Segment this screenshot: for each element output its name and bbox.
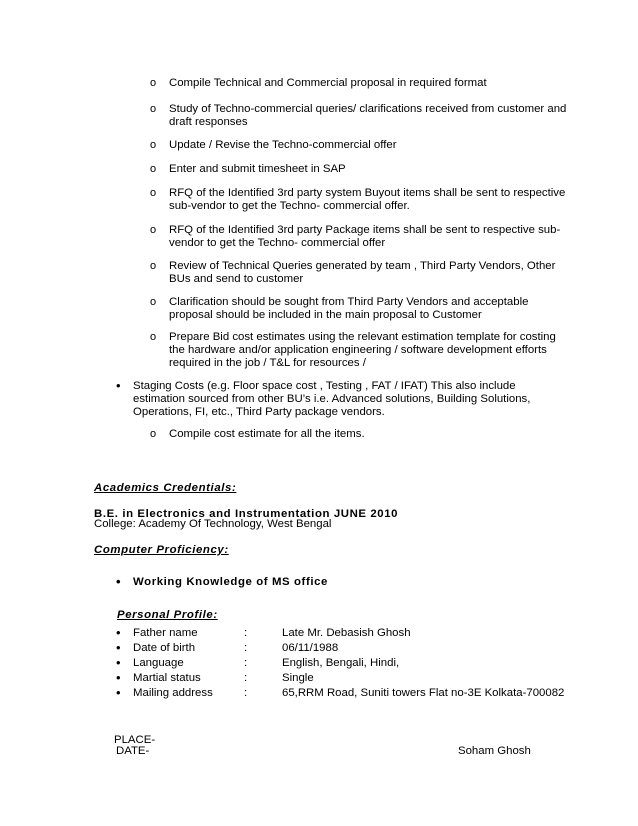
duty-text: Clarification should be sought from Third Party Vendors and acceptable proposal should be included in the main proposal to Customer: [169, 296, 529, 322]
circle-bullet-icon: o: [150, 163, 157, 175]
staging-sub-text: Compile cost estimate for all the items.: [169, 428, 365, 440]
personal-heading: Personal Profile:: [117, 609, 218, 621]
circle-bullet-icon: o: [150, 260, 157, 272]
duty-text: RFQ of the Identified 3rd party Package items shall be sent to respective sub-vendor to get the Techno- commercial offer: [169, 224, 561, 250]
bullet-icon: •: [116, 670, 121, 685]
circle-bullet-icon: o: [150, 428, 157, 440]
duty-text: Enter and submit timesheet in SAP: [169, 163, 346, 175]
duty-text: Compile Technical and Commercial proposal in required format: [169, 77, 487, 89]
college-text: College: Academy Of Technology, West Bengal: [94, 518, 332, 530]
circle-bullet-icon: o: [150, 331, 157, 343]
profile-label: Father name: [133, 627, 198, 639]
profile-value: Late Mr. Debasish Ghosh: [282, 627, 411, 639]
bullet-icon: •: [116, 574, 121, 589]
profile-label: Language: [133, 657, 184, 669]
duty-text: Update / Revise the Techno-commercial offer: [169, 139, 397, 151]
circle-bullet-icon: o: [150, 103, 157, 115]
circle-bullet-icon: o: [150, 187, 157, 199]
signature-name: Soham Ghosh: [458, 745, 531, 757]
circle-bullet-icon: o: [150, 224, 157, 236]
profile-colon: :: [244, 687, 248, 699]
bullet-icon: •: [116, 685, 121, 700]
profile-row: [116, 672, 596, 686]
profile-row: [116, 687, 596, 701]
circle-bullet-icon: o: [150, 77, 157, 89]
bullet-icon: •: [116, 655, 121, 670]
bullet-icon: •: [116, 640, 121, 655]
profile-label: Date of birth: [133, 642, 196, 654]
circle-bullet-icon: o: [150, 139, 157, 151]
degree-text: B.E. in Electronics and Instrumentation JUNE 2010: [94, 508, 399, 520]
computer-item-text: Working Knowledge of MS office: [133, 576, 328, 588]
duty-text: Review of Technical Queries generated by team , Third Party Vendors, Other BUs and send to customer: [169, 260, 556, 286]
circle-bullet-icon: o: [150, 296, 157, 308]
profile-value: 65,RRM Road, Suniti towers Flat no-3E Kolkata-700082: [282, 687, 565, 699]
bullet-icon: •: [116, 378, 121, 393]
profile-label: Mailing address: [133, 687, 213, 699]
profile-row: [116, 657, 596, 671]
profile-value: English, Bengali, Hindi,: [282, 657, 400, 669]
bullet-icon: •: [116, 625, 121, 640]
place-label: PLACE-: [114, 734, 156, 746]
profile-colon: :: [244, 657, 248, 669]
academics-heading: Academics Credentials:: [94, 482, 237, 494]
profile-row: [116, 642, 596, 656]
profile-label: Martial status: [133, 672, 201, 684]
profile-colon: :: [244, 642, 248, 654]
duty-text: Prepare Bid cost estimates using the relevant estimation template for costing the hardware and/or application engineering / software development efforts required in the job / T&L for resources /: [169, 331, 556, 370]
profile-colon: :: [244, 672, 248, 684]
profile-value: 06/11/1988: [282, 642, 339, 654]
profile-colon: :: [244, 627, 248, 639]
duty-text: RFQ of the Identified 3rd party system Buyout items shall be sent to respective sub-vendor to get the Techno- commercial offer.: [169, 187, 566, 213]
duty-text: Study of Techno-commercial queries/ clarifications received from customer and draft responses: [169, 103, 567, 129]
profile-value: Single: [282, 672, 314, 684]
profile-row: [116, 627, 596, 641]
staging-costs-text: Staging Costs (e.g. Floor space cost , Testing , FAT / IFAT) This also include estimation sourced from other BU’s i.e. Advanced solutions, Building Solutions, Operations, FI, etc., Third Party package vendors.: [133, 380, 531, 419]
date-label: DATE-: [116, 745, 150, 757]
computer-heading: Computer Proficiency:: [94, 544, 229, 556]
